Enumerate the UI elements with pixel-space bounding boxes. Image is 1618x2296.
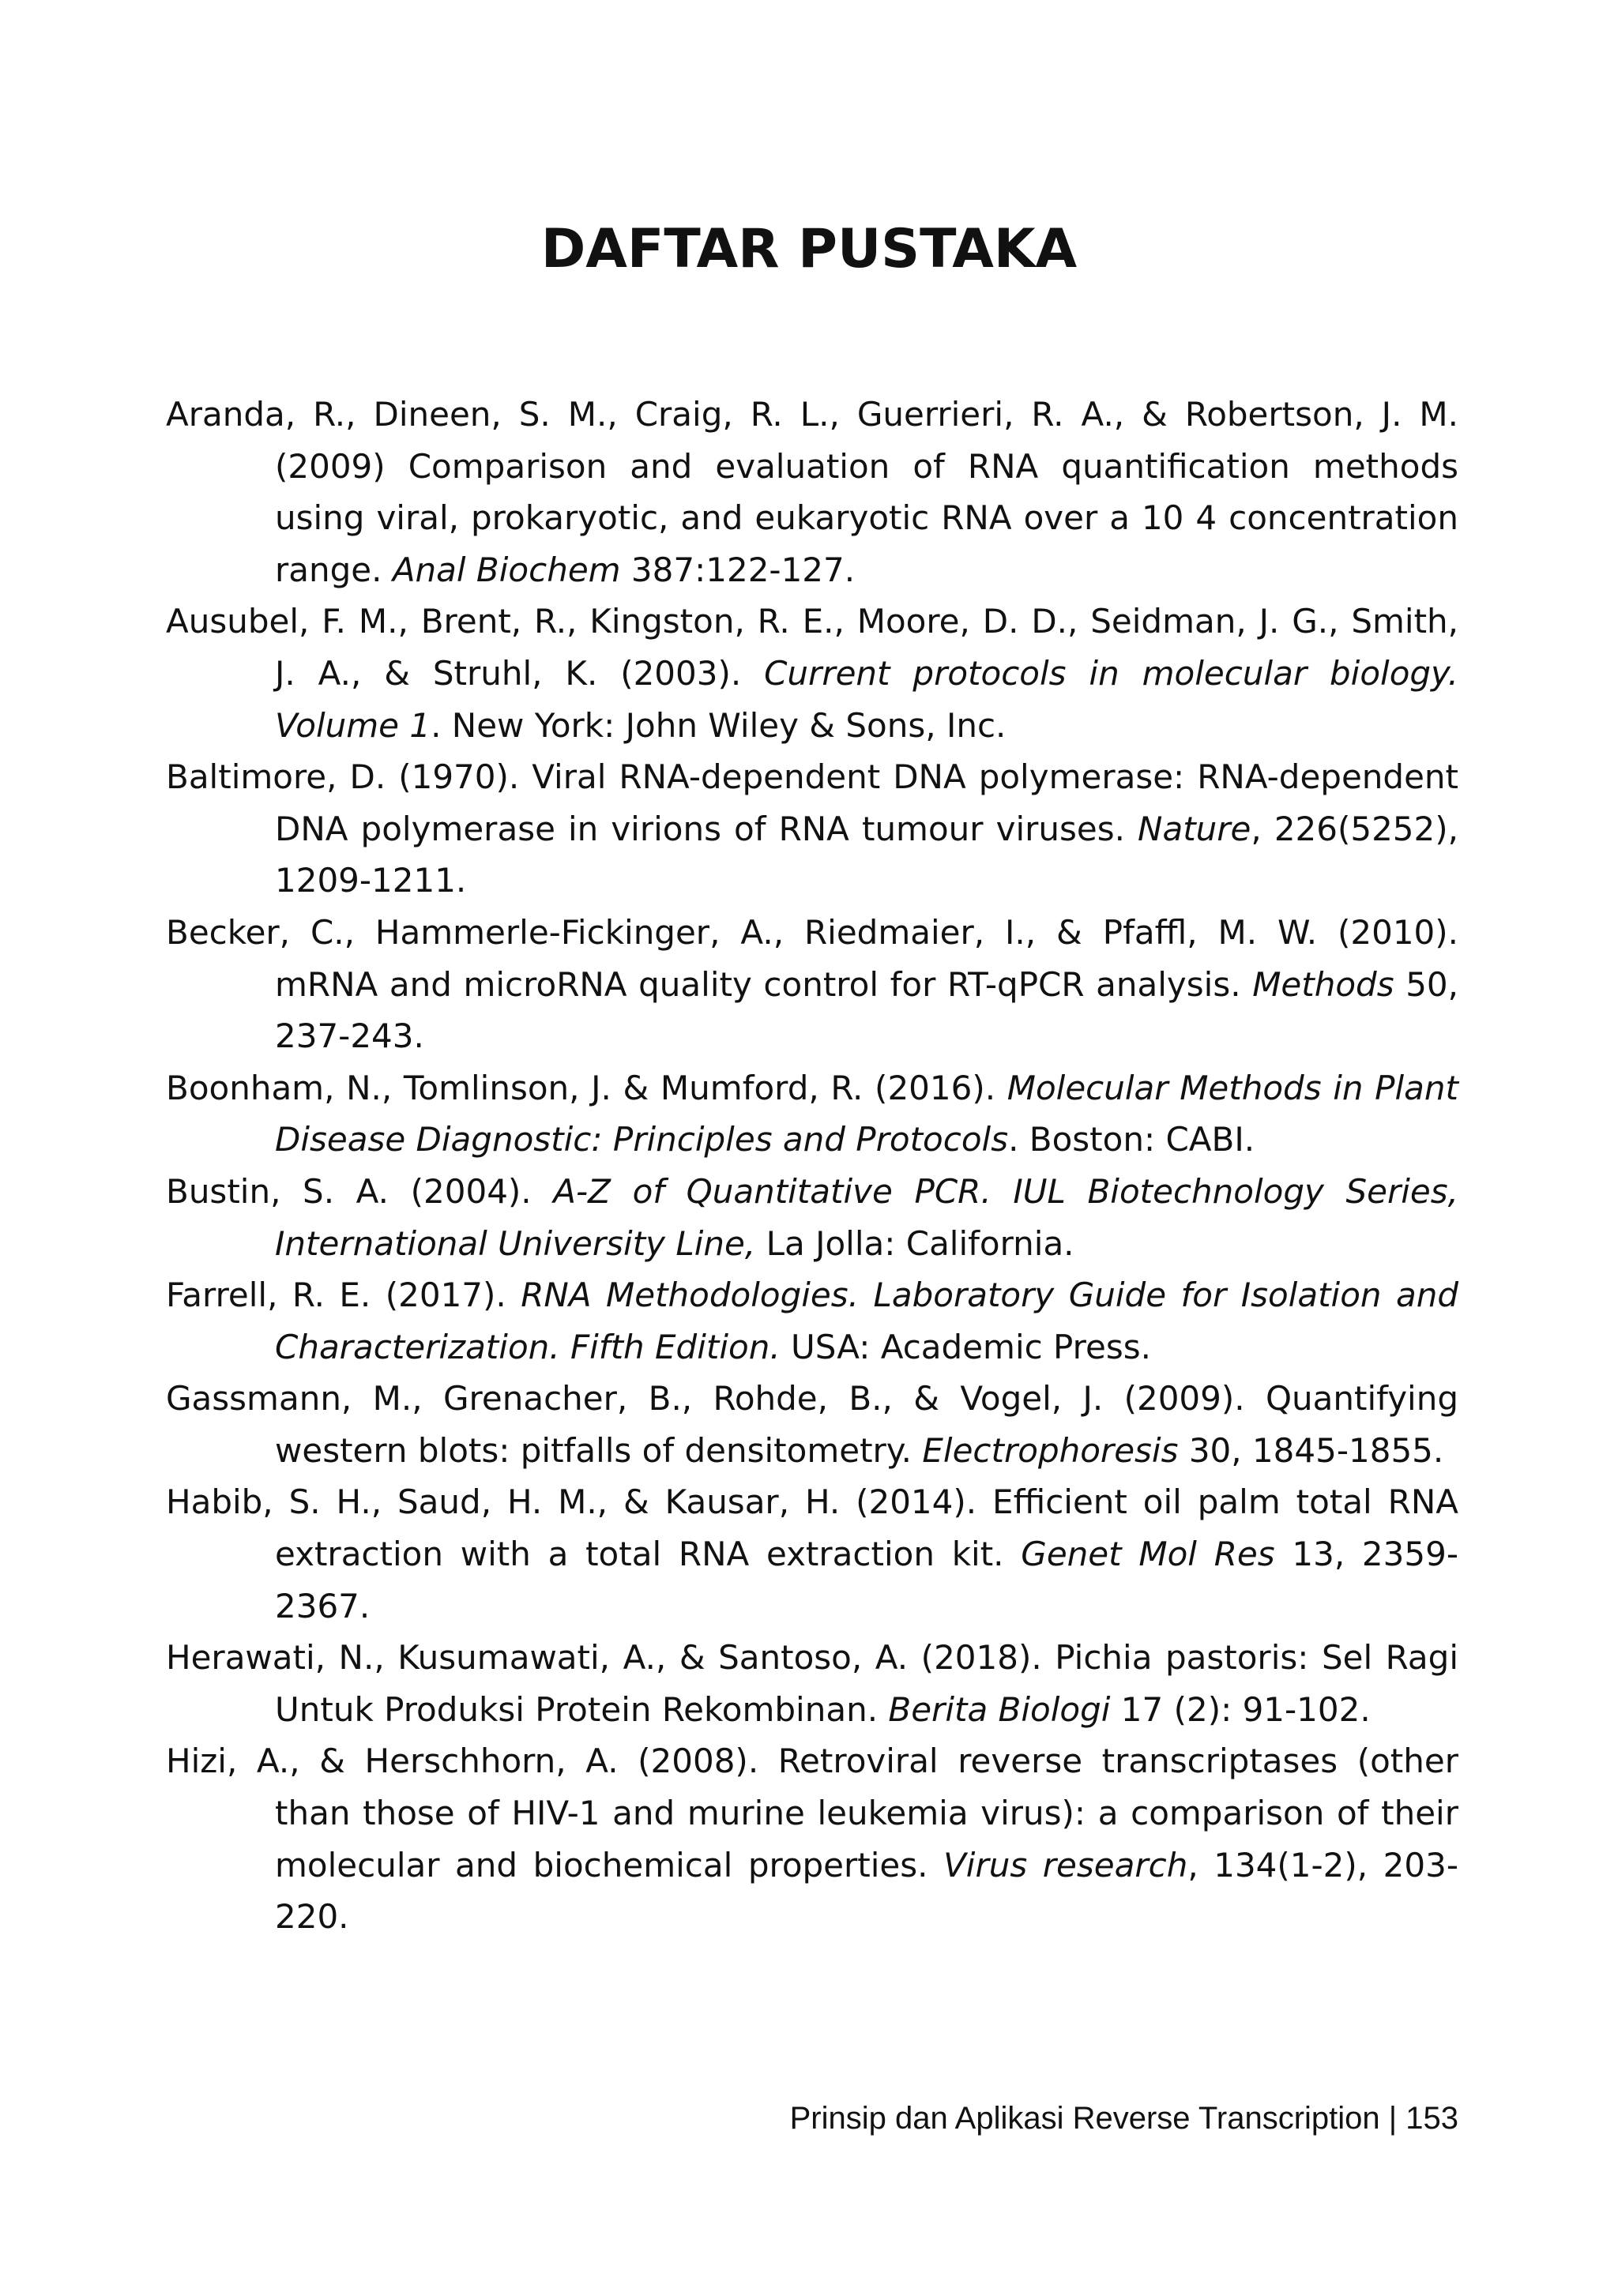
page-title: DAFTAR PUSTAKA xyxy=(540,218,1078,280)
reference-entry xyxy=(166,751,1458,907)
reference-details: 387:122-127. xyxy=(620,550,856,589)
reference-source: Genet Mol Res xyxy=(1021,1535,1275,1574)
reference-source: Electrophoresis xyxy=(922,1430,1179,1470)
reference-entry xyxy=(166,1269,1458,1373)
reference-text: Gassmann, M., Grenacher, B., Rohde, B., & Vogel, J. (2009). Quantifying western blots: pitfalls of densitometry. xyxy=(166,1379,1458,1470)
reference-entry xyxy=(166,1476,1458,1632)
page-footer: Prinsip dan Aplikasi Reverse Transcription | 153 xyxy=(789,2101,1458,2136)
reference-text: Boonham, N., Tomlinson, J. & Mumford, R. (2016). xyxy=(166,1068,1007,1107)
reference-details: , 134(1-2), 203-220. xyxy=(275,1845,1458,1937)
reference-details: 50, 237-243. xyxy=(275,964,1458,1056)
reference-text: Habib, S. H., Saud, H. M., & Kausar, H. (2014). Efficient oil palm total RNA extraction with a total RNA extraction kit. xyxy=(166,1482,1458,1574)
reference-source: Berita Biologi xyxy=(888,1689,1111,1729)
reference-source: A-Z of Quantitative PCR. IUL Biotechnology Series, International University Line, xyxy=(275,1171,1458,1263)
reference-text: Herawati, N., Kusumawati, A., & Santoso, A. (2018). Pichia pastoris: Sel Ragi Untuk Produksi Protein Rekombinan. xyxy=(166,1638,1458,1729)
reference-text: Bustin, S. A. (2004). xyxy=(166,1171,554,1211)
reference-text: Farrell, R. E. (2017). xyxy=(166,1276,521,1315)
reference-text: Baltimore, D. (1970). Viral RNA-dependent DNA polymerase: RNA-dependent DNA polymerase in virions of RNA tumour viruses. xyxy=(166,757,1458,848)
reference-text: Aranda, R., Dineen, S. M., Craig, R. L., Guerrieri, R. A., & Robertson, J. M. (2009) Comparison and evaluation of RNA quantification methods using viral, prokaryotic, and eukaryotic RNA over a 10 4 concentration range. xyxy=(166,395,1458,589)
reference-list xyxy=(166,389,1458,1943)
reference-details: 30, 1845-1855. xyxy=(1178,1430,1444,1470)
reference-details: . New York: John Wiley & Sons, Inc. xyxy=(431,705,1007,745)
reference-text: Hizi, A., & Herschhorn, A. (2008). Retroviral reverse transcriptases (other than those of HIV-1 and murine leukemia virus): a comparison of their molecular and biochemical properties. xyxy=(166,1742,1458,1885)
reference-details: , 226(5252), 1209-1211. xyxy=(275,809,1458,900)
reference-entry xyxy=(166,389,1458,596)
reference-details: . Boston: CABI. xyxy=(1008,1120,1255,1159)
reference-entry xyxy=(166,1632,1458,1735)
reference-entry xyxy=(166,1373,1458,1476)
reference-text: Ausubel, F. M., Brent, R., Kingston, R. E., Moore, D. D., Seidman, J. G., Smith, J. A., & Struhl, K. (2003). xyxy=(166,602,1458,693)
reference-source: Virus research xyxy=(943,1845,1188,1885)
reference-text: Becker, C., Hammerle-Fickinger, A., Riedmaier, I., & Pfaffl, M. W. (2010). mRNA and microRNA quality control for RT-qPCR analysis. xyxy=(166,912,1458,1004)
reference-entry xyxy=(166,907,1458,1062)
reference-entry xyxy=(166,1735,1458,1942)
reference-details: La Jolla: California. xyxy=(755,1223,1074,1263)
reference-source: Current protocols in molecular biology. Volume 1 xyxy=(275,653,1459,745)
reference-source: Anal Biochem xyxy=(392,550,621,589)
reference-source: Methods xyxy=(1252,964,1394,1004)
reference-source: RNA Methodologies. Laboratory Guide for Isolation and Characterization. Fifth Edition. xyxy=(275,1276,1458,1366)
reference-details: 17 (2): 91-102. xyxy=(1110,1689,1371,1729)
reference-entry xyxy=(166,596,1458,751)
reference-source: Molecular Methods in Plant Disease Diagnostic: Principles and Protocols xyxy=(275,1068,1459,1159)
reference-source: Nature xyxy=(1138,809,1251,848)
reference-entry xyxy=(166,1166,1458,1269)
reference-details: 13, 2359-2367. xyxy=(275,1535,1458,1625)
reference-details: USA: Academic Press. xyxy=(780,1327,1151,1366)
reference-entry xyxy=(166,1062,1458,1166)
